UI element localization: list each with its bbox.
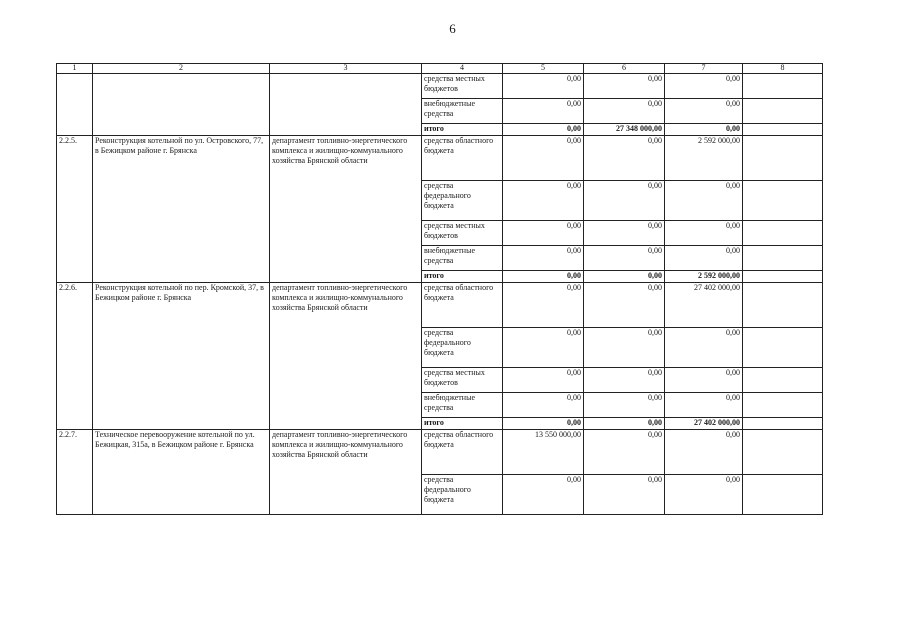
funding-source: средства федерального бюджета <box>422 181 503 221</box>
table-row <box>57 430 823 475</box>
value-col5: 0,00 <box>503 246 584 271</box>
value-col5: 0,00 <box>503 99 584 124</box>
funding-source: средства областного бюджета <box>422 136 503 181</box>
value-col8 <box>743 246 823 271</box>
item-number: 2.2.7. <box>57 430 93 515</box>
value-col8 <box>743 368 823 393</box>
value-col8 <box>743 430 823 475</box>
value-col8 <box>743 74 823 99</box>
column-header: 6 <box>584 64 665 74</box>
value-col6: 0,00 <box>584 181 665 221</box>
column-header: 1 <box>57 64 93 74</box>
table-row <box>57 74 823 99</box>
value-col5: 0,00 <box>503 74 584 99</box>
value-col6: 0,00 <box>584 99 665 124</box>
funding-source: средства местных бюджетов <box>422 368 503 393</box>
value-col7: 2 592 000,00 <box>665 136 743 181</box>
value-col6: 0,00 <box>584 430 665 475</box>
funding-source: итого <box>422 418 503 430</box>
value-col8 <box>743 418 823 430</box>
value-col6: 0,00 <box>584 393 665 418</box>
value-col5: 0,00 <box>503 283 584 328</box>
value-col7: 0,00 <box>665 246 743 271</box>
funding-source: итого <box>422 124 503 136</box>
executor-cell <box>270 74 422 136</box>
value-col6: 0,00 <box>584 368 665 393</box>
value-col6: 0,00 <box>584 221 665 246</box>
value-col6: 0,00 <box>584 475 665 515</box>
value-col7: 0,00 <box>665 74 743 99</box>
value-col8 <box>743 475 823 515</box>
item-number-cell <box>57 74 93 136</box>
item-executor: департамент топливно-энергетического комплекса и жилищно-коммунального хозяйства Брянской области <box>270 136 422 283</box>
value-col6: 0,00 <box>584 74 665 99</box>
value-col5: 0,00 <box>503 221 584 246</box>
value-col5: 0,00 <box>503 368 584 393</box>
value-col7: 0,00 <box>665 221 743 246</box>
value-col7: 0,00 <box>665 124 743 136</box>
table-row <box>57 136 823 181</box>
page-number: 6 <box>449 21 456 36</box>
funding-source: средства федерального бюджета <box>422 475 503 515</box>
value-col5: 0,00 <box>503 475 584 515</box>
funding-source: итого <box>422 271 503 283</box>
value-col7: 2 592 000,00 <box>665 271 743 283</box>
value-col5: 0,00 <box>503 393 584 418</box>
item-number: 2.2.5. <box>57 136 93 283</box>
value-col6: 0,00 <box>584 418 665 430</box>
value-col7: 0,00 <box>665 393 743 418</box>
item-executor: департамент топливно-энергетического комплекса и жилищно-коммунального хозяйства Брянской области <box>270 430 422 515</box>
value-col6: 0,00 <box>584 136 665 181</box>
value-col8 <box>743 181 823 221</box>
value-col7: 0,00 <box>665 475 743 515</box>
value-col5: 0,00 <box>503 136 584 181</box>
value-col8 <box>743 124 823 136</box>
funding-source: внебюджетные средства <box>422 246 503 271</box>
value-col7: 0,00 <box>665 368 743 393</box>
funding-source: средства федерального бюджета <box>422 328 503 368</box>
funding-source: средства областного бюджета <box>422 283 503 328</box>
value-col8 <box>743 136 823 181</box>
value-col5: 0,00 <box>503 328 584 368</box>
funding-source: средства местных бюджетов <box>422 74 503 99</box>
value-col8 <box>743 271 823 283</box>
value-col5: 0,00 <box>503 124 584 136</box>
column-header: 5 <box>503 64 584 74</box>
value-col7: 27 402 000,00 <box>665 418 743 430</box>
item-number: 2.2.6. <box>57 283 93 430</box>
column-header: 8 <box>743 64 823 74</box>
column-header: 4 <box>422 64 503 74</box>
value-col8 <box>743 328 823 368</box>
value-col6: 0,00 <box>584 328 665 368</box>
funding-source: средства областного бюджета <box>422 430 503 475</box>
value-col6: 27 348 000,00 <box>584 124 665 136</box>
value-col6: 0,00 <box>584 246 665 271</box>
value-col8 <box>743 283 823 328</box>
column-header: 3 <box>270 64 422 74</box>
value-col7: 0,00 <box>665 430 743 475</box>
value-col8 <box>743 99 823 124</box>
value-col5: 0,00 <box>503 271 584 283</box>
value-col7: 27 402 000,00 <box>665 283 743 328</box>
item-name-cell <box>93 74 270 136</box>
column-header: 2 <box>93 64 270 74</box>
column-number-row <box>57 64 823 74</box>
item-name: Реконструкция котельной по пер. Кромской, 37, в Бежицком районе г. Брянска <box>93 283 270 430</box>
value-col7: 0,00 <box>665 328 743 368</box>
item-name: Реконструкция котельной по ул. Островского, 77, в Бежицком районе г. Брянска <box>93 136 270 283</box>
value-col8 <box>743 393 823 418</box>
budget-table <box>56 63 823 515</box>
funding-source: внебюджетные средства <box>422 393 503 418</box>
value-col6: 0,00 <box>584 283 665 328</box>
item-name: Техническое перевооружение котельной по ул. Бежицкая, 315а, в Бежицком районе г. Брянска <box>93 430 270 515</box>
item-executor: департамент топливно-энергетического комплекса и жилищно-коммунального хозяйства Брянской области <box>270 283 422 430</box>
value-col6: 0,00 <box>584 271 665 283</box>
value-col5: 0,00 <box>503 181 584 221</box>
value-col8 <box>743 221 823 246</box>
funding-source: средства местных бюджетов <box>422 221 503 246</box>
table-row <box>57 283 823 328</box>
column-header: 7 <box>665 64 743 74</box>
funding-source: внебюджетные средства <box>422 99 503 124</box>
value-col5: 0,00 <box>503 418 584 430</box>
value-col5: 13 550 000,00 <box>503 430 584 475</box>
value-col7: 0,00 <box>665 99 743 124</box>
value-col7: 0,00 <box>665 181 743 221</box>
